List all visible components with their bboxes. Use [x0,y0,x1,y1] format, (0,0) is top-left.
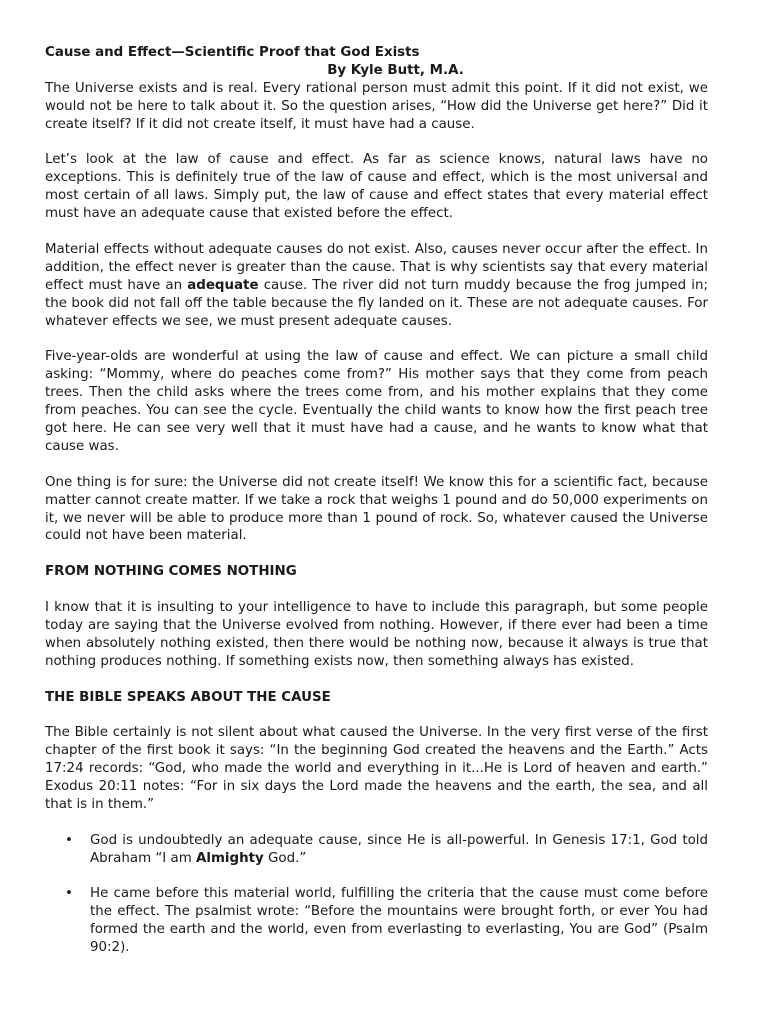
document-title: Cause and Effect—Scientific Proof that God Exists [45,45,420,60]
section-heading-nothing: FROM NOTHING COMES NOTHING [45,564,297,580]
paragraph-universe-not-self-created: One thing is for sure: the Universe did not create itself! We know this for a scientific fact, because matter cannot create matter. If we take a rock that weighs 1 pound and do 50,000 experiments on it, we never will be able to produce more than 1 pound of rock. So, whatever caused the Universe could not have been material. [45,474,708,544]
list-item-text: He came before this material world, fulfilling the criteria that the cause must come before the effect. The psalmist wrote: “Before the mountains were brought forth, or ever You had formed the earth and the world, even from everlasting to everlasting, You are God” (Psalm 90:2). [90,886,708,956]
paragraph-nothing: I know that it is insulting to your intelligence to have to include this paragraph, but some people today are saying that the Universe evolved from nothing. However, if there ever had been a time when absolutely nothing existed, then there would be nothing now, because it always is true that nothing produces nothing. If something exists now, then something always has existed. [45,600,708,669]
list-item [45,885,708,957]
list-item [45,832,708,868]
paragraph-adequate-after: cause. The river did not turn muddy because the frog jumped in; the book did not fall off the table because the fly landed on it. These are not adequate causes. For whatever effects we see, we must present adequate causes. [45,277,708,329]
emphasis-almighty: Almighty [196,850,264,866]
paragraph-law: Let’s look at the law of cause and effect. As far as science knows, natural laws have no exceptions. This is definitely true of the law of cause and effect, which is the most universal and most certain of all laws. Simply put, the law of cause and effect states that every material effect must have an adequate cause that existed before the effect. [45,152,708,222]
paragraph-intro: The Universe exists and is real. Every rational person must admit this point. If it did not exist, we would not be here to talk about it. So the question arises, “How did the Universe get here?” Did it create itself? If it did not create itself, it must have had a cause. [45,80,708,132]
paragraph-adequate [45,241,708,331]
section-heading-bible: THE BIBLE SPEAKS ABOUT THE CAUSE [45,689,331,705]
list-item-after: God.” [263,850,307,866]
bullet-icon: • [65,886,73,902]
bullet-icon: • [65,832,73,848]
paragraph-adequate-before: Material effects without adequate causes do not exist. Also, causes never occur after the effect. In addition, the effect never is greater than the cause. That is why scientists say that every material effect must have an [45,241,708,293]
paragraph-bible: The Bible certainly is not silent about what caused the Universe. In the very first verse of the first chapter of the first book it says: “In the beginning God created the heavens and the Earth.” Acts 17:24 records: “God, who made the world and everything in it...He is Lord of heaven and earth.” Exodus 20:11 notes: “For in six days the Lord made the heavens and the earth, the sea, and all that is in them.” [45,725,708,812]
author-byline: By Kyle Butt, M.A. [327,62,464,78]
emphasis-adequate: adequate [187,277,259,293]
paragraph-five-year-olds: Five-year-olds are wonderful at using the law of cause and effect. We can picture a small child asking: “Mommy, where do peaches come from?” His mother says that they come from peach trees. Then the child asks where the trees come from, and his mother explains that they come from peaches. You can see the cycle. Eventually the child wants to know how the first peach tree got here. He can see very well that it must have had a cause, and he wants to know what that cause was. [45,349,708,454]
list-item-before: God is undoubtedly an adequate cause, since He is all-powerful. In Genesis 17:1, God told Abraham “I am [90,832,708,866]
bullet-list [45,832,708,957]
